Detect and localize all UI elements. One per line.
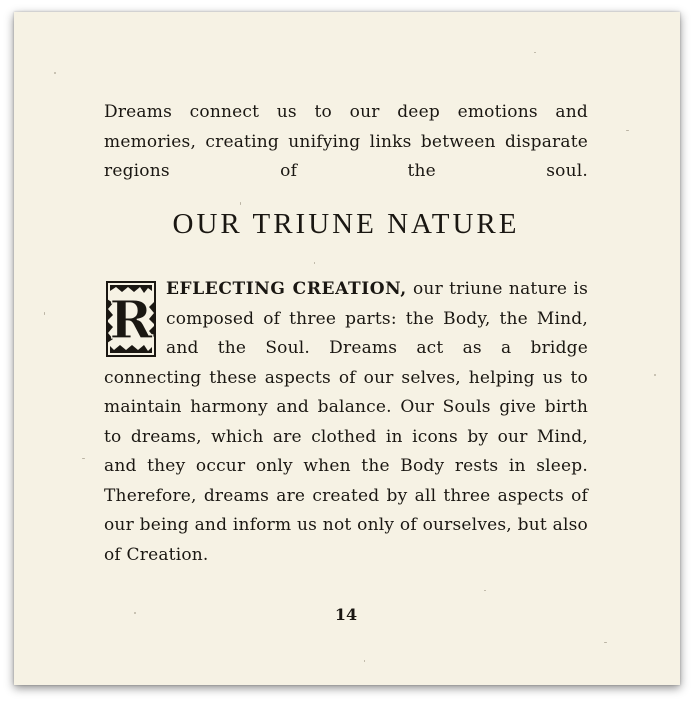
paper-speck — [484, 590, 486, 591]
section-heading: OUR TRIUNE NATURE — [172, 208, 520, 240]
paper-speck — [240, 202, 241, 205]
body-text: our triune nature is composed of three parts: the Body, the Mind, and the Soul. Dreams act as a bridge connecting these aspects of our selves, helping us to maintain harmony and balance. Our Souls give birth to dreams, which are clothed in icons by our Mind, and they occur only when the Body rests in sleep. Therefore, dreams are created by all three aspects of our being and inform us not only of ourselves, but also of Creation. — [104, 279, 588, 565]
paper-speck — [82, 458, 85, 459]
lead-in-text: EFLECTING CREATION, — [166, 279, 407, 299]
paper-speck — [44, 312, 45, 315]
paper-speck — [534, 52, 536, 53]
drop-cap — [104, 279, 158, 359]
paper-speck — [364, 660, 365, 662]
page-number: 14 — [334, 605, 358, 624]
paper-speck — [314, 262, 315, 264]
paper-speck — [626, 130, 629, 131]
intro-paragraph: Dreams connect us to our deep emotions and memories, creating unifying links between disparate regions of the soul. — [104, 102, 588, 181]
body-paragraph — [104, 275, 588, 570]
paper-speck — [604, 642, 607, 643]
drop-cap-letter: R — [109, 290, 153, 351]
paper-speck — [54, 72, 56, 74]
book-page — [14, 12, 680, 685]
paper-speck — [654, 374, 656, 376]
